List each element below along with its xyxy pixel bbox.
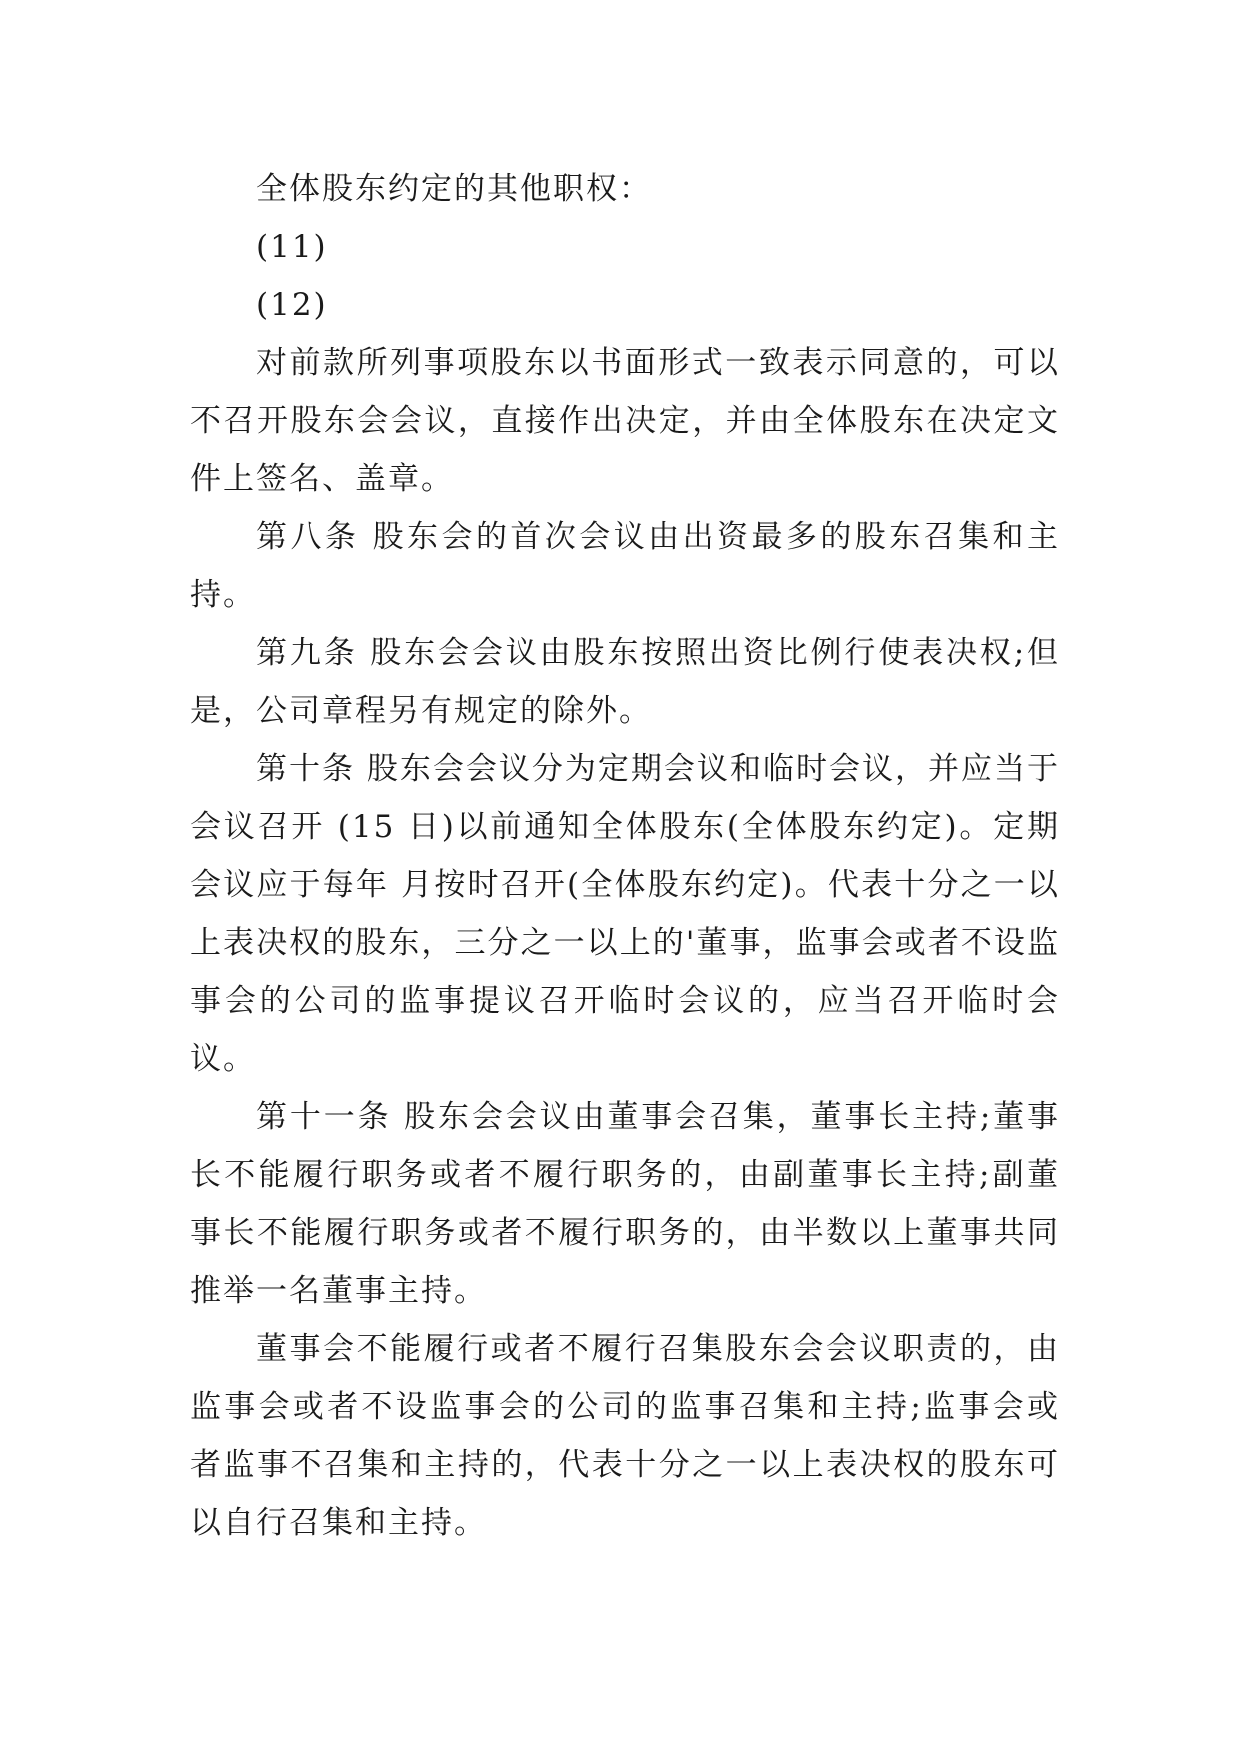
paragraph-article-10: 第十条 股东会会议分为定期会议和临时会议，并应当于会议召开 (15 日)以前通知全体股东(全体股东约定)。定期会议应于每年 月按时召开(全体股东约定)。代表十分之一以上表决权的股东，三分之一以上的'董事，监事会或者不设监事会的公司的监事提议召开临时会议的，应当召开临时会议。 [190,751,1060,1077]
document-body [190,160,1060,1552]
paragraph-article-9: 第九条 股东会会议由股东按照出资比例行使表决权;但是，公司章程另有规定的除外。 [190,635,1060,729]
paragraph-item-12: (12) [256,287,328,323]
paragraph-written-consent: 对前款所列事项股东以书面形式一致表示同意的，可以不召开股东会会议，直接作出决定，并由全体股东在决定文件上签名、盖章。 [190,345,1060,497]
paragraph-board-failure: 董事会不能履行或者不履行召集股东会会议职责的，由监事会或者不设监事会的公司的监事召集和主持;监事会或者监事不召集和主持的，代表十分之一以上表决权的股东可以自行召集和主持。 [190,1331,1060,1541]
paragraph-other-powers: 全体股东约定的其他职权： [256,171,652,207]
paragraph-item-11: (11) [256,229,328,265]
paragraph-article-8: 第八条 股东会的首次会议由出资最多的股东召集和主持。 [190,519,1060,613]
paragraph-article-11: 第十一条 股东会会议由董事会召集，董事长主持;董事长不能履行职务或者不履行职务的，由副董事长主持;副董事长不能履行职务或者不履行职务的，由半数以上董事共同推举一名董事主持。 [190,1099,1060,1309]
